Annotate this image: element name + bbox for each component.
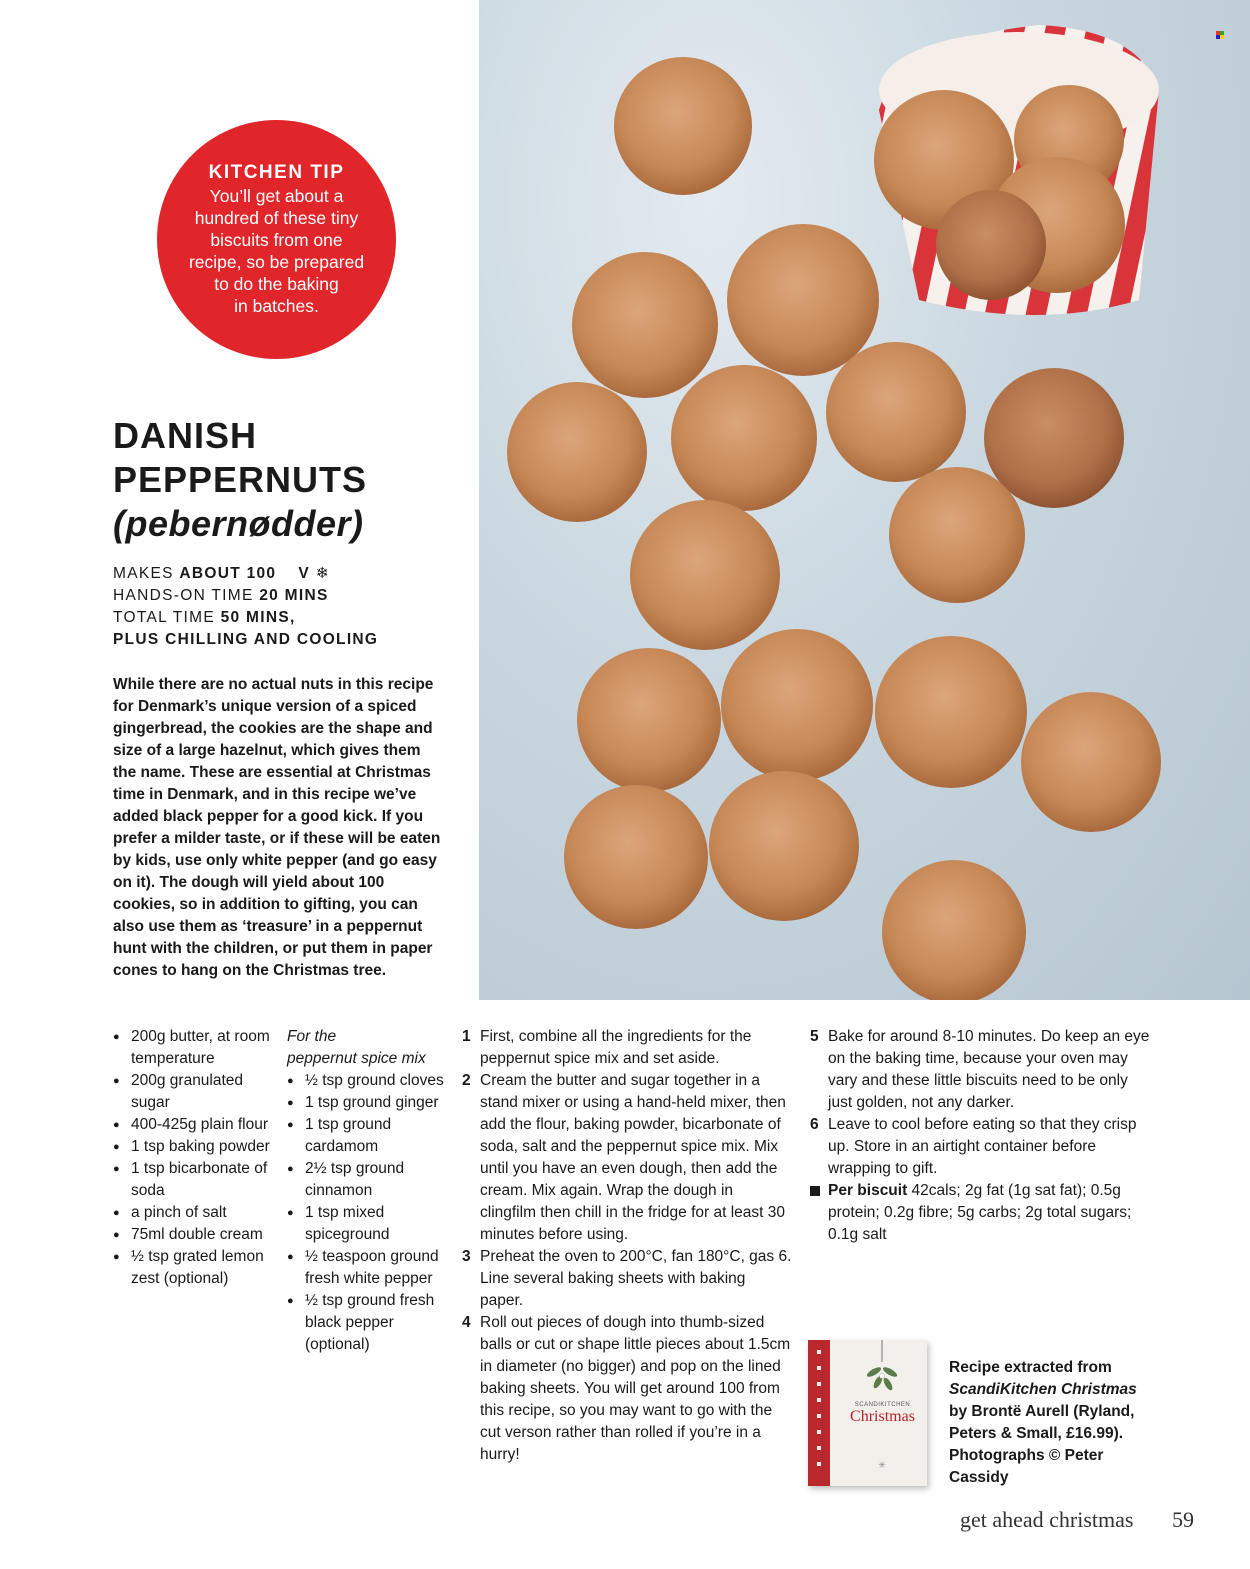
method-steps-left <box>462 1026 792 1466</box>
total-time-extra <box>113 629 378 651</box>
recipe-title <box>113 414 367 502</box>
recipe-subtitle: (pebernødder) <box>113 503 364 544</box>
list-item: ● 1 tsp mixed spiceground <box>287 1202 452 1246</box>
page-number: 59 <box>1172 1507 1194 1532</box>
tip-line: recipe, so be prepared <box>188 252 365 272</box>
nutrition-label: Per biscuit <box>828 1182 908 1199</box>
list-item: ● 1 tsp ground cardamom <box>287 1114 452 1158</box>
book-cover-kicker: SCANDIKITCHEN <box>854 1402 911 1408</box>
list-item: ● 1 tsp baking powder <box>113 1136 278 1158</box>
spice-mix-heading-line: peppernut spice mix <box>287 1050 426 1067</box>
list-item: ● ½ tsp ground fresh black pepper (optional) <box>287 1290 452 1356</box>
diet-flags: V ❄ <box>298 565 330 582</box>
total-time-value: 50 MINS, <box>220 609 296 626</box>
recipe-meta <box>113 563 378 651</box>
makes-row <box>113 563 378 585</box>
list-item: ● 1 tsp ground ginger <box>287 1092 452 1114</box>
hands-on-row <box>113 585 378 607</box>
hands-on-value: 20 MINS <box>259 587 329 604</box>
list-item: ● 2½ tsp ground cinnamon <box>287 1158 452 1202</box>
recipe-title-line: DANISH <box>113 415 258 456</box>
nutrition-info <box>810 1180 1150 1246</box>
recipe-title-line: PEPPERNUTS <box>113 459 368 500</box>
step-text: Cream the butter and sugar together in a stand mixer or using a hand-held mixer, then add the flour, baking powder, bicarbonate of soda, salt and the peppernut spice mix. Mix until you have an even dough, then add the cream. Mix again. Wrap the dough in clingfilm then chill in the fridge for at least 30 minutes before using. <box>480 1072 786 1243</box>
list-item: ● ½ teaspoon ground fresh white pepper <box>287 1246 452 1290</box>
spice-mix-list <box>287 1026 452 1356</box>
nutrition-text: 42cals; 2g fat (1g sat fat); 0.5g protein; 0.2g fibre; 5g carbs; 2g total sugars; 0.1g salt <box>828 1182 1132 1243</box>
step-text: First, combine all the ingredients for the peppernut spice mix and set aside. <box>480 1028 752 1067</box>
makes-label: MAKES <box>113 565 180 582</box>
step-number: 2 <box>462 1072 471 1089</box>
tip-line: in batches. <box>234 296 319 316</box>
recipe-intro: While there are no actual nuts in this recipe for Denmark’s unique version of a spiced gingerbread, the cookies are the shape and size of a large hazelnut, which gives them the name. These are essential at Christmas time in Denmark, and in this recipe we’ve added black pepper for a good kick. If you prefer a milder taste, or if these will be eaten by kids, use only white pepper (and go easy on it). The dough will yield about 100 cookies, so in addition to gifting, you can also use them as ‘treasure’ in a peppernut hunt with the children, or put them in paper cones to hang on the Christmas tree. <box>113 676 441 979</box>
cookies-illustration <box>479 0 1250 1000</box>
color-mark-icon <box>1216 31 1224 39</box>
method-steps-right <box>810 1026 1150 1246</box>
total-time-label: TOTAL TIME <box>113 609 221 626</box>
list-item: ● 75ml double cream <box>113 1224 278 1246</box>
method-step <box>810 1026 1150 1114</box>
step-text: Leave to cool before eating so that they crisp up. Store in an airtight container before wrapping to gift. <box>828 1116 1137 1177</box>
kitchen-tip-badge <box>157 120 396 359</box>
method-step <box>462 1070 792 1246</box>
list-item: ● 1 tsp bicarbonate of soda <box>113 1158 278 1202</box>
credit-book-title: ScandiKitchen Christmas <box>949 1381 1137 1398</box>
book-cover <box>808 1340 927 1486</box>
credit-intro: Recipe extracted from <box>949 1359 1112 1376</box>
section-footer: get ahead christmas <box>960 1507 1134 1532</box>
kitchen-tip-body <box>157 185 396 317</box>
method-step <box>462 1026 792 1070</box>
kitchen-tip-title: KITCHEN TIP <box>208 162 345 183</box>
list-item: ● 400-425g plain flour <box>113 1114 278 1136</box>
list-item: ● 200g granulated sugar <box>113 1070 278 1114</box>
hands-on-label: HANDS-ON TIME <box>113 587 260 604</box>
credit-details: by Brontë Aurell (Ryland, Peters & Small, £16.99). Photographs © Peter Cassidy <box>949 1403 1135 1486</box>
recipe-credit <box>949 1357 1149 1489</box>
spice-mix-heading-line: For the <box>287 1028 337 1045</box>
step-text: Bake for around 8-10 minutes. Do keep an eye on the baking time, because your oven may vary and these little biscuits need to be only just golden, not any darker. <box>828 1028 1150 1111</box>
ingredients-list <box>113 1026 278 1290</box>
cookies-photo <box>479 0 1250 1000</box>
tip-line: to do the baking <box>214 274 339 294</box>
list-item: ● a pinch of salt <box>113 1202 278 1224</box>
step-text: Preheat the oven to 200°C, fan 180°C, gas 6. Line several baking sheets with baking paper. <box>480 1248 792 1309</box>
step-number: 5 <box>810 1028 819 1045</box>
tip-line: hundred of these tiny <box>194 208 359 228</box>
tip-line: biscuits from one <box>210 230 343 250</box>
tip-line: You’ll get about a <box>209 186 344 206</box>
list-item: ● 200g butter, at room temperature <box>113 1026 278 1070</box>
step-number: 3 <box>462 1248 471 1265</box>
method-step <box>462 1246 792 1312</box>
total-time-row <box>113 607 378 629</box>
square-bullet-icon <box>810 1186 820 1196</box>
step-number: 4 <box>462 1314 471 1331</box>
list-item: ● ½ tsp grated lemon zest (optional) <box>113 1246 278 1290</box>
step-text: Roll out pieces of dough into thumb-sized balls or cut or shape little pieces about 1.5cm in diameter (no bigger) and pop on the lined baking sheets. You will get around 100 from this recipe, so you may want to go with the cut verson rather than rolled if you’re in a hurry! <box>480 1314 791 1463</box>
list-item: ● ½ tsp ground cloves <box>287 1070 452 1092</box>
step-number: 6 <box>810 1116 819 1133</box>
total-time-extra-text: PLUS CHILLING AND COOLING <box>113 631 379 648</box>
spice-mix-heading <box>287 1026 452 1070</box>
makes-value: ABOUT 100 <box>179 565 277 582</box>
book-cover-title: Christmas <box>850 1408 915 1425</box>
step-number: 1 <box>462 1028 471 1045</box>
method-step <box>810 1114 1150 1180</box>
method-step <box>462 1312 792 1466</box>
svg-text:✳: ✳ <box>878 1460 886 1470</box>
